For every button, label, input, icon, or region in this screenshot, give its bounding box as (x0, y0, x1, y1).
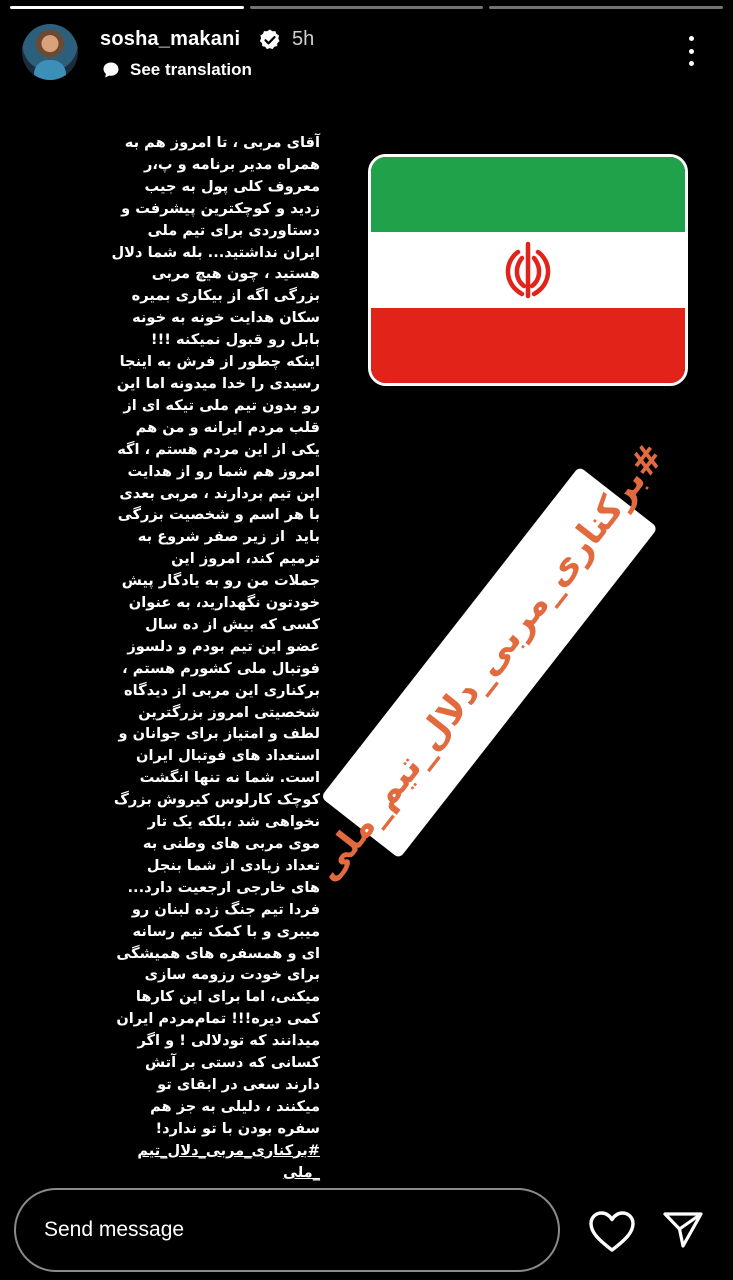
translate-bubble-icon (102, 61, 120, 79)
caption-line: است. شما نه تنها انگشت (139, 769, 320, 787)
caption-hashtag[interactable]: #برکناری_مربی_دلال_تیم (137, 1141, 320, 1159)
caption-line: استعداد های فوتبال ایران (136, 747, 320, 765)
caption-line: تعداد زیادی از شما بنجل (146, 856, 320, 874)
flag-emblem-icon (494, 236, 562, 304)
story-caption (110, 132, 320, 1184)
caption-line: باید از زیر صفر شروع به (137, 528, 320, 546)
progress-segment-3 (489, 6, 723, 9)
caption-line: بابل رو قبول نمیکنه !!! (150, 331, 320, 349)
caption-line: سفره بودن با تو ندارد! (155, 1119, 320, 1137)
caption-line: میکنی، اما برای این کارها (135, 988, 320, 1006)
caption-line: شخصیتی امروز بزرگترین (138, 703, 320, 721)
story-header (22, 24, 713, 84)
post-time: 5h (292, 28, 315, 50)
caption-line: میبری و با کمک تیم رسانه (132, 922, 320, 940)
caption-line: نخواهی شد ،بلکه یک تار (147, 813, 320, 831)
see-translation-label: See translation (130, 60, 252, 79)
caption-line: عضو این تیم بودم و دلسوز (127, 637, 320, 655)
caption-line: زدید و کوچکترین پیشرفت و (121, 199, 320, 217)
caption-line: کسی که بیش از ده سال (145, 615, 320, 633)
caption-line: فردا تیم جنگ زده لبنان رو (131, 900, 320, 918)
caption-line: آقای مربی ، تا امروز هم به (124, 134, 320, 151)
caption-line: معروف کلی پول به جیب (144, 177, 320, 195)
iran-flag-image (368, 154, 688, 386)
caption-line: سکان هدایت خونه به خونه (132, 309, 320, 327)
caption-line: یکی از این مردم هستم ، اگه (117, 440, 320, 458)
caption-line: دارند سعی در ابقای تو (157, 1075, 320, 1093)
caption-line: برای خودت رزومه سازی (144, 966, 320, 984)
hashtag-sticker[interactable]: #برکناری_مربی_دلال_تیم_ملی (306, 436, 673, 889)
caption-line: رسیدی را خدا میدونه اما این (116, 374, 320, 392)
see-translation-link[interactable] (102, 60, 252, 80)
caption-line: کوچک کارلوس کیروش بزرگ (113, 791, 320, 809)
more-vertical-icon[interactable] (689, 36, 695, 66)
caption-line: ای و همسفره های همیشگی (116, 944, 320, 962)
send-icon[interactable] (662, 1209, 704, 1251)
username[interactable]: sosha_makani (100, 28, 241, 50)
caption-line: کسانی که دستی بر آتش (145, 1054, 320, 1072)
heart-icon[interactable] (588, 1210, 636, 1254)
story-progress-bar (10, 6, 723, 9)
caption-line: دستاوردی برای تیم ملی (147, 221, 320, 239)
caption-line: قلب مردم ایرانه و من هم (135, 418, 320, 436)
caption-line: برکناری این مربی از دیدگاه (124, 681, 320, 699)
caption-line: جملات من رو به یادگار پیش (121, 572, 320, 590)
caption-line: ایران نداشتید... بله شما دلال (111, 243, 320, 261)
caption-line: کمی دیره!!! تمام‌مردم ایران (116, 1010, 320, 1028)
caption-line: بزرگی اگه از بیکاری بمیره (131, 287, 320, 305)
caption-line: میکنند ، دلیلی به جز هم (150, 1097, 320, 1115)
caption-line: با هر اسم و شخصیت بزرگی (117, 506, 320, 524)
caption-line: های خارجی ارجعیت دارد... (127, 878, 320, 896)
caption-line: رو بدون تیم ملی تیکه ای از (123, 396, 320, 414)
caption-line: اینکه چطور از فرش به اینجا (119, 353, 320, 371)
caption-line: هستید ، چون هیچ مربی (151, 265, 320, 283)
caption-hashtag[interactable]: _ملی (282, 1163, 320, 1181)
progress-segment-2 (250, 6, 484, 9)
progress-segment-1 (10, 6, 244, 9)
send-message-input[interactable] (14, 1188, 560, 1272)
caption-line: میدانند که تودلالی ! و اگر (137, 1032, 320, 1050)
caption-line: موی مربی های وطنی به (142, 835, 320, 852)
caption-line: ترمیم کند، امروز این (171, 550, 320, 568)
send-message-placeholder: Send message (44, 1218, 185, 1241)
verified-badge-icon (258, 28, 282, 52)
caption-line: لطف و امتیاز برای جوانان و (118, 725, 320, 743)
caption-line: فوتبال ملی کشورم هستم ، (122, 659, 320, 677)
caption-line: این تیم بردارند ، مربی بعدی (119, 484, 320, 502)
caption-line: همراه مدیر برنامه و پ،ر (143, 155, 320, 173)
avatar[interactable] (22, 24, 78, 80)
caption-line: خودتون نگهدارید، به عنوان (128, 594, 320, 612)
caption-line: امروز هم شما رو از هدایت (127, 462, 320, 480)
